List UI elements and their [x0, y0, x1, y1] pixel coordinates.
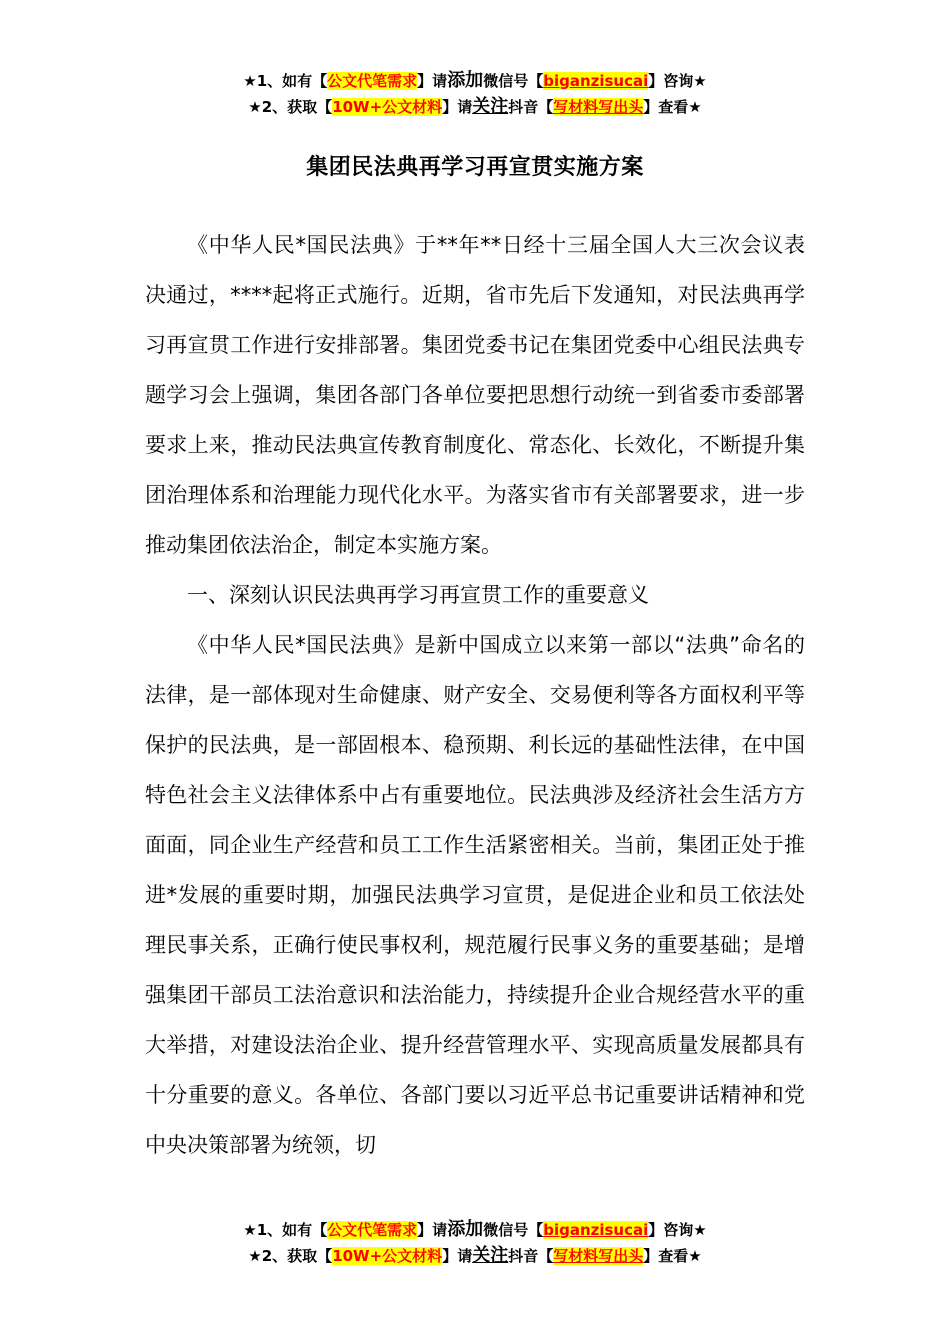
promo-text: 】咨询★	[648, 1221, 707, 1239]
promo-highlight-materials: 10W+公文材料	[332, 1247, 443, 1265]
promo-line-1	[0, 68, 950, 94]
document-body	[145, 220, 805, 1170]
promo-text: 】查看★	[643, 1247, 702, 1265]
promo-highlight-douyin: 写材料写出头	[553, 1247, 644, 1265]
promo-text: ★1、如有【	[243, 1221, 328, 1239]
promo-text: 】请	[417, 72, 448, 90]
promo-text: 】请	[442, 98, 473, 116]
promo-text: ★2、获取【	[248, 98, 333, 116]
top-promo-banner	[0, 68, 950, 120]
paragraph-intro: 《中华人民*国民法典》于**年**日经十三届全国人大三次会议表决通过，****起将正式施行。近期，省市先后下发通知，对民法典再学习再宣贯工作进行安排部署。集团党委书记在集团党委中心组民法典专题学习会上强调，集团各部门各单位要把思想行动统一到省委市委部署要求上来，推动民法典宣传教育制度化、常态化、长效化，不断提升集团治理体系和治理能力现代化水平。为落实省市有关部署要求，进一步推动集团依法治企，制定本实施方案。	[145, 233, 805, 557]
promo-text: 抖音【	[508, 1247, 554, 1265]
promo-emphasis: 关注	[472, 96, 509, 117]
promo-highlight-service: 公文代笔需求	[327, 72, 418, 90]
promo-text: 抖音【	[508, 98, 554, 116]
promo-emphasis: 添加	[447, 1219, 484, 1240]
promo-text: 微信号【	[483, 72, 544, 90]
promo-text: ★2、获取【	[248, 1247, 333, 1265]
promo-emphasis: 关注	[472, 1245, 509, 1266]
document-title: 集团民法典再学习再宣贯实施方案	[306, 155, 644, 180]
promo-highlight-materials: 10W+公文材料	[332, 98, 443, 116]
promo-line-2	[0, 94, 950, 120]
paragraph-significance: 《中华人民*国民法典》是新中国成立以来第一部以“法典”命名的法律，是一部体现对生命健康、财产安全、交易便利等各方面权利平等保护的民法典，是一部固根本、稳预期、利长远的基础性法律，在中国特色社会主义法律体系中占有重要地位。民法典涉及经济社会生活方方面面，同企业生产经营和员工工作生活紧密相关。当前，集团正处于推进*发展的重要时期，加强民法典学习宣贯，是促进企业和员工依法处理民事关系，正确行使民事权利，规范履行民事义务的重要基础；是增强集团干部员工法治意识和法治能力，持续提升企业合规经营水平的重大举措，对建设法治企业、提升经营管理水平、实现高质量发展都具有十分重要的意义。各单位、各部门要以习近平总书记重要讲话精神和党中央决策部署为统领，切	[145, 633, 805, 1157]
promo-text: ★1、如有【	[243, 72, 328, 90]
promo-text: 】请	[417, 1221, 448, 1239]
promo-text: 微信号【	[483, 1221, 544, 1239]
promo-line-1	[0, 1217, 950, 1243]
promo-highlight-douyin: 写材料写出头	[553, 98, 644, 116]
promo-highlight-wechat: biganzisucai	[543, 1221, 649, 1239]
promo-text: 】请	[442, 1247, 473, 1265]
promo-highlight-service: 公文代笔需求	[327, 1221, 418, 1239]
section-heading-1: 一、深刻认识民法典再学习再宣贯工作的重要意义	[187, 583, 649, 607]
promo-emphasis: 添加	[447, 70, 484, 91]
promo-line-2	[0, 1243, 950, 1269]
bottom-promo-banner	[0, 1217, 950, 1269]
promo-text: 】咨询★	[648, 72, 707, 90]
promo-text: 】查看★	[643, 98, 702, 116]
promo-highlight-wechat: biganzisucai	[543, 72, 649, 90]
